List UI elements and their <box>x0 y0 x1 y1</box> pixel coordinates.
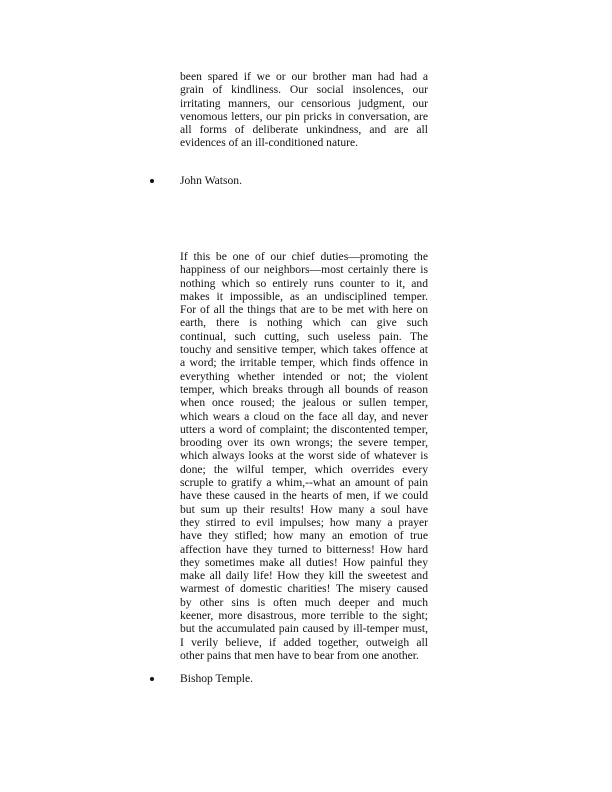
text-line: by other sins is often much deeper and much <box>180 595 428 609</box>
text-line: have these caused in the hearts of men, if we could <box>180 489 428 503</box>
attribution-text: John Watson. <box>180 174 242 187</box>
text-line: happiness of our neighbors—most certainly there is <box>180 263 428 277</box>
text-line: make all daily life! How they kill the sweetest and <box>180 569 428 583</box>
text-line: but sum up their results! How many a soul have <box>180 502 428 516</box>
quote-bishop-temple <box>180 250 428 662</box>
text-line: all forms of deliberate unkindness, and are all <box>180 123 428 137</box>
text-line: everything whether intended or not; the violent <box>180 369 428 383</box>
text-line: have they stifled; how many an emotion of true <box>180 529 428 543</box>
text-line: done; the wilful temper, which overrides every <box>180 462 428 476</box>
quote-john-watson <box>180 70 428 150</box>
text-line: they stirred to evil impulses; how many a prayer <box>180 515 428 529</box>
text-line: a word; the irritable temper, which finds offence in <box>180 356 428 370</box>
text-line: touchy and sensitive temper, which takes offence at <box>180 343 428 357</box>
text-line: utters a word of complaint; the discontented temper, <box>180 422 428 436</box>
text-line: keener, more disastrous, more terrible to the sight; <box>180 609 428 623</box>
text-line: affection have they turned to bitterness! How hard <box>180 542 428 556</box>
text-line: I verily believe, if added together, outweigh all <box>180 635 428 649</box>
text-line: temper, which breaks through all bounds of reason <box>180 382 428 396</box>
text-line: other pains that men have to bear from one another. <box>180 648 419 662</box>
text-line: when once roused; the jealous or sullen temper, <box>180 396 428 410</box>
text-line: brooding over its own wrongs; the severe temper, <box>180 436 428 450</box>
text-line: irritating manners, our censorious judgment, our <box>180 96 428 110</box>
text-line: but the accumulated pain caused by ill-temper must, <box>180 622 428 636</box>
bullet-icon <box>150 677 154 681</box>
text-line: If this be one of our chief duties—promoting the <box>180 250 428 263</box>
text-line: For of all the things that are to be met with here on <box>180 303 428 317</box>
text-line: which always looks at the worst side of whatever is <box>180 449 428 463</box>
text-line: grain of kindliness. Our social insolences, our <box>180 83 428 97</box>
text-line: scruple to gratify a whim,--what an amount of pain <box>180 476 428 490</box>
text-line: continual, such cutting, such useless pain. The <box>180 329 428 343</box>
text-line: evidences of an ill-conditioned nature. <box>180 136 359 150</box>
text-line: which wears a cloud on the face all day, and never <box>180 409 428 423</box>
text-line: earth, there is nothing which can give such <box>180 316 428 330</box>
text-line: makes it impossible, as an undisciplined temper. <box>180 289 428 303</box>
text-line: warmest of domestic charities! The misery caused <box>180 582 428 596</box>
text-line: been spared if we or our brother man had had a <box>180 70 428 83</box>
attribution-text: Bishop Temple. <box>180 672 254 685</box>
bullet-icon <box>150 179 154 183</box>
text-line: venomous letters, our pin pricks in conversation, are <box>180 109 428 123</box>
text-line: they sometimes make all duties! How painful they <box>180 555 428 569</box>
text-line: nothing which so entirely runs counter to it, and <box>180 276 428 290</box>
